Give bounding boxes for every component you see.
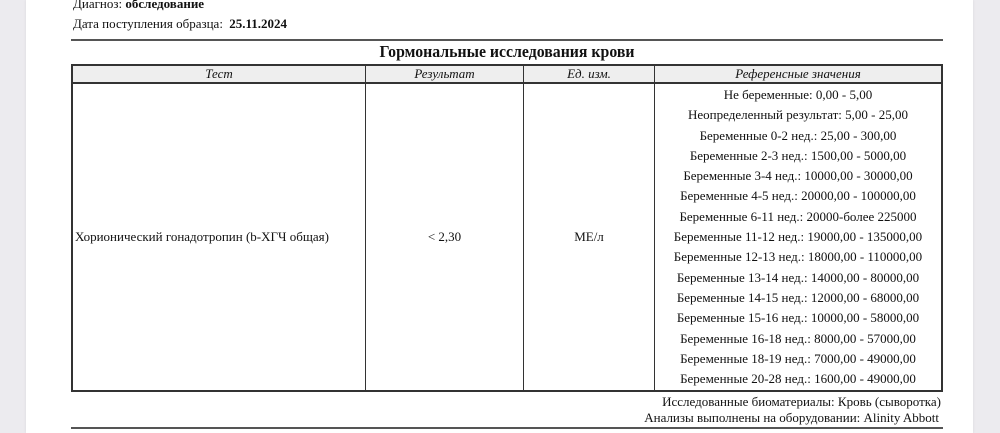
sample-date-line xyxy=(73,16,287,32)
reference-line: Беременные 13-14 нед.: 14000,00 - 80000,00 xyxy=(676,269,920,285)
section-title: Гормональные исследования крови xyxy=(379,42,635,61)
result-cell: < 2,30 xyxy=(366,83,524,391)
reference-line: Беременные 3-4 нед.: 10000,00 - 30000,00 xyxy=(683,168,913,184)
diagnosis-line xyxy=(73,0,204,12)
reference-line: Не беременные: 0,00 - 5,00 xyxy=(723,87,873,102)
unit-cell: МЕ/л xyxy=(524,83,655,391)
column-header-result: Результат xyxy=(366,65,524,83)
references-cell xyxy=(655,83,943,391)
diagnosis-value: обследование xyxy=(125,0,205,11)
sample-date-label: Дата поступления образца: xyxy=(73,16,223,31)
reference-line: Беременные 15-16 нед.: 10000,00 - 58000,00 xyxy=(676,310,920,326)
table-row xyxy=(72,83,942,391)
reference-line: Беременные 16-18 нед.: 8000,00 - 57000,00 xyxy=(680,330,916,346)
sample-date-value: 25.11.2024 xyxy=(229,16,287,31)
diagnosis-label: Диагноз: xyxy=(73,0,123,11)
reference-line: Беременные 0-2 нед.: 25,00 - 300,00 xyxy=(699,127,897,143)
reference-line: Беременные 14-15 нед.: 12000,00 - 68000,00 xyxy=(676,289,920,305)
footer-divider xyxy=(71,427,943,429)
test-name-cell: Хорионический гонадотропин (b-ХГЧ общая) xyxy=(72,83,366,391)
biomaterials-note: Исследованные биоматериалы: Кровь (сыворотка) xyxy=(662,394,941,409)
reference-line: Беременные 12-13 нед.: 18000,00 - 110000,00 xyxy=(673,249,923,265)
reference-line: Беременные 11-12 нед.: 19000,00 - 135000,00 xyxy=(673,229,923,245)
reference-line: Неопределенный результат: 5,00 - 25,00 xyxy=(688,107,908,123)
reference-line: Беременные 4-5 нед.: 20000,00 - 100000,00 xyxy=(680,188,916,204)
column-header-references: Референсные значения xyxy=(655,65,943,83)
equipment-note: Анализы выполнены на оборудовании: Alinity Abbott xyxy=(644,410,939,425)
column-header-unit: Ед. изм. xyxy=(524,65,655,83)
reference-line: Беременные 20-28 нед.: 1600,00 - 49000,00 xyxy=(680,371,916,387)
reference-line: Беременные 6-11 нед.: 20000-более 225000 xyxy=(679,208,917,224)
table-header-row xyxy=(72,65,942,83)
results-table xyxy=(71,64,943,392)
header-divider xyxy=(71,39,943,41)
reference-line: Беременные 2-3 нед.: 1500,00 - 5000,00 xyxy=(689,147,907,163)
reference-line: Беременные 18-19 нед.: 7000,00 - 49000,00 xyxy=(680,350,916,366)
column-header-test: Тест xyxy=(72,65,366,83)
